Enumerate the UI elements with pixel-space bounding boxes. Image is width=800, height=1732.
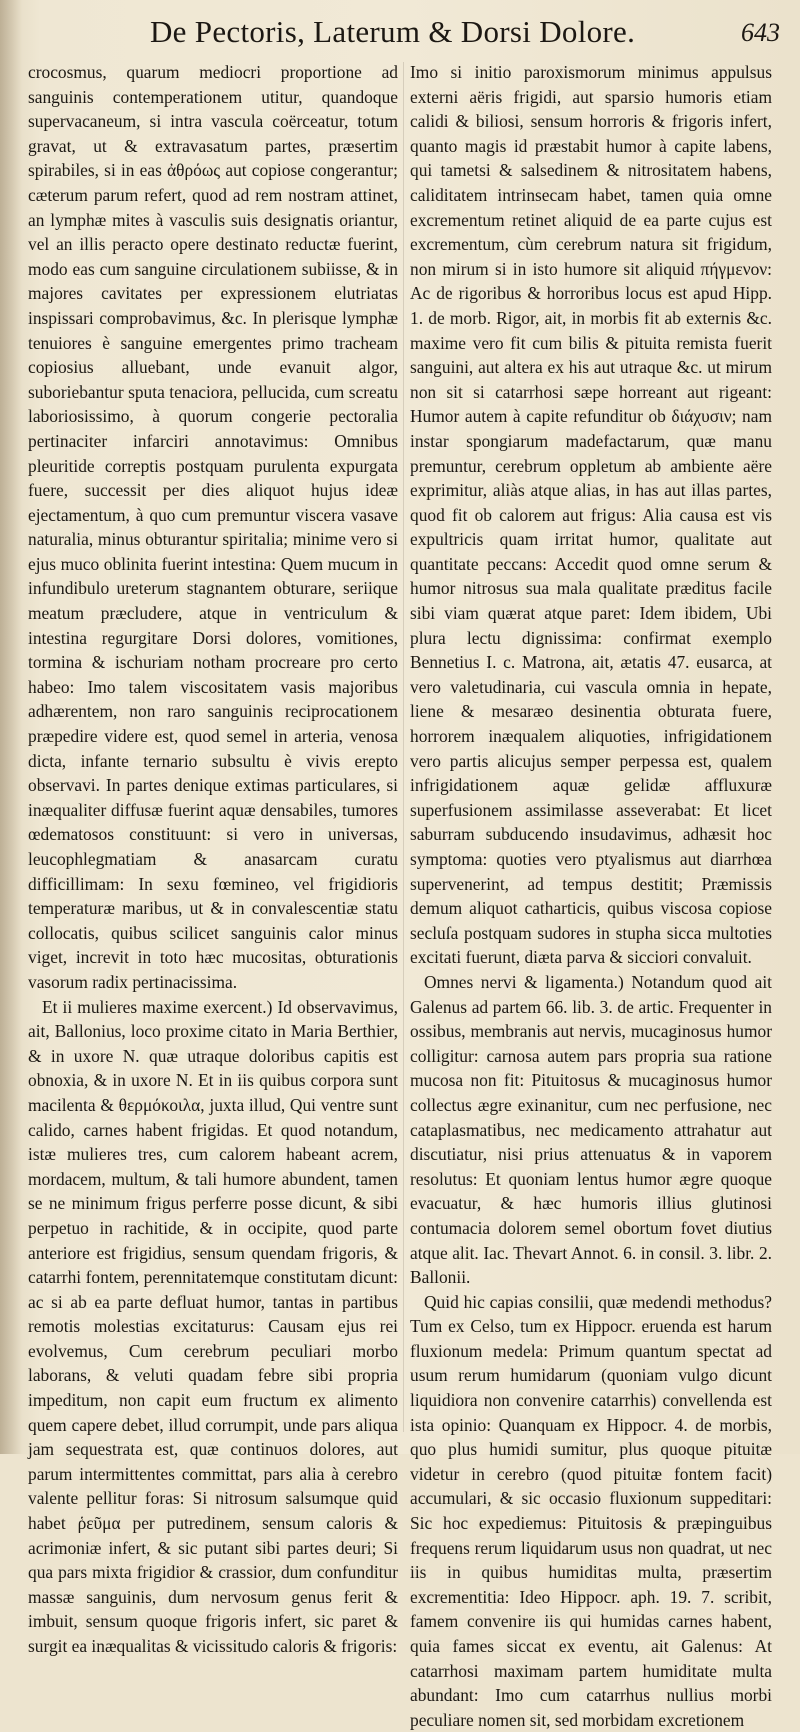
paragraph: crocosmus, quarum mediocri proportione ad sanguinis contemperationem utitur, quandoque supervacaneum, si intra vascula coërceatur, totum gravat, ut & extravasatum partes, præsertim spirabiles, si in eas ἀθρόως aut copiose congerantur; cæterum parum refert, quod ad rem nostram attinet, an lymphæ mites à vasculis suis designatis oriantur, vel an illis peracto opere destinato reductæ fuerint, modo eas cum sanguine circulationem subiisse, & in majores cavitates per expressionem elutriatas inspissari comprobavimus, &c. In plerisque lymphæ tenuiores è sanguine emergentes primo tracheam copiosius alluebant, unde evanuit algor, suboriebantur sputa tenaciora, pellucida, cum screatu laboriosissimo, à quorum congerie pectoralia pertinaciter infarciri annotavimus: Omnibus pleuritide correptis postquam purulenta expurgata fuere, successit per dies aliquot hujus ideæ ejectamentum, à quo cum premuntur viscera vasave naturalia, minus obturantur spiritalia; minime vero si ejus muco oblinita fuerint intestina: Quem mucum in infundibulo ureterum stagnantem obturare, seriique meatum præcludere, atque in ventriculum & intestina regurgitare Dorsi dolores, vomitiones, tormina & ischuriam notham procreare pro certo habeo: Imo talem viscositatem vasis majoribus adhærentem, non raro sanguinis reciprocationem præpedire videre est, quod semel in arteria, venosa dicta, infante ternario subsultu è vivis erepto observavi. In partes denique extimas particulares, si inæqualiter diffusæ fuerint aquæ densabiles, tumores œdematosos constituunt: si vero in universas, leucophlegmatiam & anasarcam curatu difficillimam: In sexu fœmineo, vel frigidioris temperaturæ maribus, ut & in convalescentiæ statu collocatis, quibus scilicet sanguinis calor minus viget, increvit in toto hæc mucositas, obturationis vasorum radix pertinacissima. bbox=[28, 62, 398, 992]
paragraph: Et ii mulieres maxime exercent.) Id observavimus, ait, Ballonius, loco proxime citato in Maria Berthier, & in uxore N. quæ utraque doloribus capitis est obnoxia, & in uxore N. Et in iis quibus corpora sunt macilenta & θερμόκοιλα, juxta illud, Qui ventre sunt calido, carnes habent frigidas. Et quod notandum, istæ mulieres tres, cum calorem habeant acrem, mordacem, multum, & tali humore abundent, tamen se ne minimum frigus perferre posse dicunt, & sibi perpetuo in rachitide, & in occipite, quod parte anteriore est frigidius, sensum quendam frigoris, & catarrhi fontem, perennitatemque constitutam dicunt: ac si ab ea parte defluat humor, tantas in partibus remotis molestias excitaturus: Causam ejus rei evolvemus, Cum cerebrum peculiari morbo laborans, & veluti quadam febre sibi propria impeditum, non capit eum fructum ex alimento quem capere debet, illud corrumpit, unde pars aliqua jam sequestrata est, quæ continuos dolores, aut parum intermittentes committat, pars alia à cerebro valente pellitur foras: Si nitrosum salsumque quid habet ῥεῦμα per putredinem, sensum caloris & acrimoniæ infert, & sic putant sibi partes deuri; Si qua pars mixta frigidior & crassior, dum confunditur massæ sanguinis, dum nervosum genus ferit & imbuit, sensum quoque frigoris infert, sic paret & surgit ea inæqualitas & vicissitudo caloris & frigoris: bbox=[28, 996, 398, 1656]
left-column bbox=[28, 60, 398, 1656]
running-title: De Pectoris, Laterum & Dorsi Dolore. bbox=[150, 14, 636, 49]
right-column bbox=[410, 60, 772, 1730]
paragraph: Imo si initio paroxismorum minimus appulsus externi aëris frigidi, aut sparsio humoris etiam calidi & biliosi, sensum horroris & frigoris infert, quanto magis id præstabit humor à capite labens, qui tametsi & salsedinem & nitrositatem habens, caliditatem intrinsecam habet, tamen quia omne excrementum retinet aliquid de ea parte cujus est excrementum, cùm cerebrum natura sit frigidum, non mirum si in isto humore sit aliquid πήγμενον: Ac de rigoribus & horroribus locus est apud Hipp. 1. de morb. Rigor, ait, in morbis fit ab externis &c. maxime vero fit cum bilis & pituita remista fuerit sanguini, aut altera ex his aut utraque &c. ut mirum non sit si catarrhosi sæpe horreant aut rigeant: Humor autem à capite refunditur ob διάχυσιν; nam instar spongiarum madefactarum, quæ manu premuntur, cerebrum oppletum ab ambiente aëre exprimitur, aliàs atque alias, in has aut illas partes, quod fit ob calorem aut frigus: Alia causa est vis expultricis quam irritat humor, qualitate aut quantitate peccans: Accedit quod omne serum & humor nitrosus sua mala qualitate præditus facile sibi viam quærat atque paret: Idem ibidem, Ubi plura lectu dignissima: confirmat exemplo Bennetius I. c. Matrona, ait, ætatis 47. eusarca, at vero valetudinaria, cui vascula omnia in hepate, liene & mesaræo desinentia obturata fuere, horrorem inæqualem aliquoties, infrigidationem vero partis alicujus semper perpessa est, qualem infrigidationem aquæ gelidæ affluxuræ superfusionem assimilasse asseverabat: Et licet saburram subducendo insudavimus, adhæsit hoc symptoma: quoties vero ptyalismus aut diarrhœa supervenerint, ad tempus destitit; Præmissis demum aliquot catharticis, quibus viscosa copiose secluſa postquam sudores in stupha sicca multoties excitati fuerunt, diæta parva & sicciori convaluit. bbox=[410, 62, 772, 968]
column-gutter bbox=[403, 62, 404, 1432]
page-number: 643 bbox=[741, 18, 780, 47]
paragraph: Quid hic capias consilii, quæ medendi methodus? Tum ex Celso, tum ex Hippocr. eruenda est harum fluxionum medela: Primum quantum spectat ad usum rerum humidarum (quoniam vulgo dicunt liquidiora non convenire catarrhis) convellenda est ista opinio: Quanquam ex Hippocr. 4. de morbis, quo plus humidi sumitur, plus quoque pituitæ videtur in cerebro (quod pituitæ fontem facit) accumulari, & sic occasio fluxionum suppeditari: Sic hoc expediemus: Pituitosis & præpinguibus frequens rerum liquidarum usus non quadrat, ut nec iis in quibus humiditas multa, præsertim excrementitia: Ideo Hippocr. aph. 19. 7. scribit, famem convenire iis qui humidas carnes habent, quia fames siccat ex eventu, ait Galenus: At catarrhosi maximam partem humiditate multa abundant: Imo cum catarrhus nullius morbi peculiare nomen sit, sed morbidam excretionem bbox=[410, 1291, 772, 1730]
paragraph: Omnes nervi & ligamenta.) Notandum quod ait Galenus ad partem 66. lib. 3. de artic. Frequenter in ossibus, membranis aut nervis, mucaginosus humor colligitur: carnosa autem pars propria sua ratione mucosa non fit: Pituitosus & mucaginosus humor collectus ægre exinanitur, cum nec perfusione, nec cataplasmatibus, nec medicamento attrahatur aut discutiatur, nisi prius attenuatus & in vaporem resolutus: Et quoniam lentus humor ægre quoque evacuatur, & hæc humoris illius glutinosi contumacia dolorem semel obortum fovet diutius atque alit. Iac. Thevart Annot. 6. in consil. 3. libr. 2. Ballonii. bbox=[410, 971, 772, 1288]
